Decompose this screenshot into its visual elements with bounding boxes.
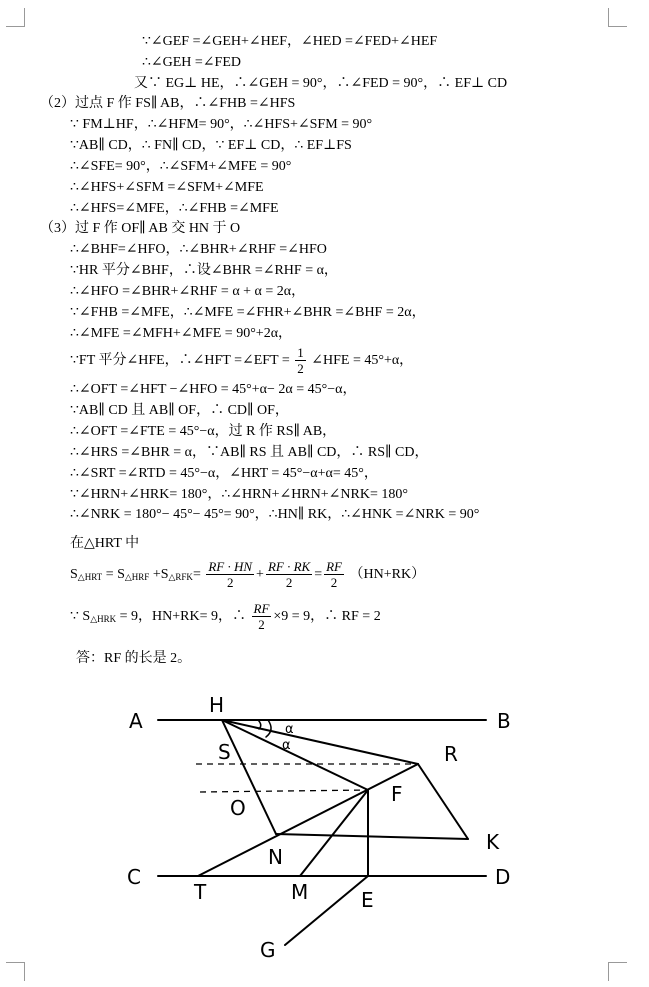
proof-line: 在△HRT 中 bbox=[70, 536, 140, 551]
proof-line: 又∵ EG⊥ HE，∴∠GEH = 90°，∴∠FED = 90°，∴ EF⊥ CD bbox=[134, 76, 508, 91]
page-corner-mark bbox=[608, 8, 627, 27]
area-equation bbox=[70, 597, 381, 639]
angle-arc-2 bbox=[266, 720, 271, 737]
fraction-denominator: 2 bbox=[330, 575, 338, 591]
segment-RT bbox=[198, 764, 418, 876]
formula-text: + bbox=[256, 567, 264, 582]
area-formula bbox=[70, 555, 425, 597]
answer-line: 答：RF 的长是 2。 bbox=[76, 651, 192, 666]
label-alpha-2: α bbox=[282, 738, 291, 753]
dashed-line-OF bbox=[200, 790, 368, 792]
proof-line: ∴∠HRS =∠BHR = α，∵AB∥ RS 且 AB∥ CD，∴ RS∥ CD， bbox=[70, 445, 429, 460]
part-heading: （2）过点 F 作 FS∥ AB，∴∠FHB =∠HFS bbox=[40, 96, 296, 111]
proof-line: ∵∠HRN+∠HRK= 180°，∴∠HRN+∠HRN+∠NRK= 180° bbox=[70, 487, 408, 502]
fraction-numerator: RF · HN bbox=[208, 559, 253, 575]
label-R: R bbox=[444, 742, 458, 766]
formula-text: ×9 = 9，∴ RF = 2 bbox=[273, 609, 381, 624]
segment-FM bbox=[300, 790, 368, 876]
proof-line: ∵ FM⊥HF，∴∠HFM= 90°，∴∠HFS+∠SFM = 90° bbox=[70, 117, 373, 132]
proof-line: ∵∠GEF =∠GEH+∠HEF，∠HED =∠FED+∠HEF bbox=[142, 34, 438, 49]
segment-RK bbox=[418, 764, 468, 839]
proof-line: ∵AB∥ CD 且 AB∥ OF，∴ CD∥ OF， bbox=[70, 403, 289, 418]
label-F: F bbox=[391, 782, 403, 806]
proof-line: ∴∠SRT =∠RTD = 45°−α，∠HRT = 45°−α+α= 45°， bbox=[70, 466, 378, 481]
label-N: N bbox=[268, 845, 283, 869]
proof-line: ∴∠HFO =∠BHR+∠RHF = α + α = 2α， bbox=[70, 284, 306, 299]
fraction-numerator: 1 bbox=[297, 345, 304, 361]
label-alpha-1: α bbox=[285, 722, 294, 737]
segment-NK bbox=[276, 834, 468, 839]
proof-line: ∴∠GEH =∠FED bbox=[142, 55, 241, 70]
segment-HR bbox=[222, 720, 418, 764]
proof-text: ∠HFE = 45°+α， bbox=[311, 353, 414, 368]
part-heading: （3）过 F 作 OF∥ AB 交 HN 于 O bbox=[40, 221, 241, 236]
fraction-one-half bbox=[295, 345, 306, 376]
formula-text: +S bbox=[149, 567, 169, 582]
label-M: M bbox=[291, 880, 309, 904]
fraction bbox=[266, 559, 312, 590]
proof-line: ∵∠FHB =∠MFE，∴∠MFE =∠FHR+∠BHR =∠BHF = 2α， bbox=[70, 305, 426, 320]
proof-line: ∴∠HFS+∠SFM =∠SFM+∠MFE bbox=[70, 180, 264, 195]
formula-subscript: △HRK bbox=[90, 614, 117, 624]
fraction-numerator: RF bbox=[253, 601, 270, 617]
label-O: O bbox=[230, 796, 246, 820]
fraction bbox=[252, 601, 272, 632]
fraction bbox=[206, 559, 254, 590]
fraction-denominator: 2 bbox=[297, 361, 304, 377]
formula-text: = bbox=[314, 567, 323, 582]
formula-text: = S bbox=[102, 567, 125, 582]
formula-subscript: △HRF bbox=[124, 572, 150, 582]
fraction-denominator: 2 bbox=[285, 575, 293, 591]
proof-line-with-fraction bbox=[70, 344, 413, 378]
label-C: C bbox=[127, 865, 141, 889]
formula-text: S bbox=[70, 567, 78, 582]
proof-text: ∵FT 平分∠HFE，∴∠HFT =∠EFT = bbox=[70, 353, 290, 368]
formula-text: = bbox=[192, 567, 201, 582]
fraction-numerator: RF · RK bbox=[267, 559, 311, 575]
fraction-numerator: RF bbox=[326, 559, 342, 575]
proof-line: ∵HR 平分∠BHF，∴设∠BHR =∠RHF = α， bbox=[70, 263, 338, 278]
proof-line: ∴∠SFE= 90°，∴∠SFM+∠MFE = 90° bbox=[70, 159, 292, 174]
proof-line: ∴∠NRK = 180°− 45°− 45°= 90°，∴HN∥ RK，∴∠HNK =∠NRK = 90° bbox=[70, 507, 480, 522]
proof-line: ∴∠MFE =∠MFH+∠MFE = 90°+2α， bbox=[70, 326, 293, 341]
formula-subscript: △HRT bbox=[77, 572, 103, 582]
label-G: G bbox=[260, 938, 276, 962]
label-K: K bbox=[486, 830, 500, 854]
label-T: T bbox=[194, 880, 207, 904]
proof-line: ∴∠OFT =∠HFT −∠HFO = 45°+α− 2α = 45°−α， bbox=[70, 382, 357, 397]
segment-HF bbox=[222, 720, 368, 790]
label-A: A bbox=[129, 709, 143, 733]
proof-line: ∴∠OFT =∠FTE = 45°−α，过 R 作 RS∥ AB， bbox=[70, 424, 337, 439]
geometry-figure bbox=[0, 680, 649, 987]
fraction-denominator: 2 bbox=[258, 617, 265, 633]
formula-text: （HN+RK） bbox=[349, 567, 426, 582]
fraction-denominator: 2 bbox=[226, 575, 234, 591]
formula-text: ∵ S bbox=[70, 609, 91, 624]
label-B: B bbox=[497, 709, 511, 733]
proof-line: ∴∠HFS=∠MFE，∴∠FHB =∠MFE bbox=[70, 201, 279, 216]
formula-text: = 9，HN+RK= 9，∴ bbox=[116, 609, 246, 624]
label-D: D bbox=[495, 865, 511, 889]
label-H: H bbox=[209, 693, 225, 717]
fraction bbox=[324, 559, 344, 590]
proof-line: ∵AB∥ CD，∴ FN∥ CD，∵ EF⊥ CD，∴ EF⊥FS bbox=[70, 138, 352, 153]
label-E: E bbox=[361, 888, 374, 912]
formula-subscript: △RFK bbox=[168, 572, 193, 582]
proof-line: ∴∠BHF=∠HFO，∴∠BHR+∠RHF =∠HFO bbox=[70, 242, 327, 257]
page-corner-mark bbox=[6, 8, 25, 27]
label-S: S bbox=[218, 740, 231, 764]
